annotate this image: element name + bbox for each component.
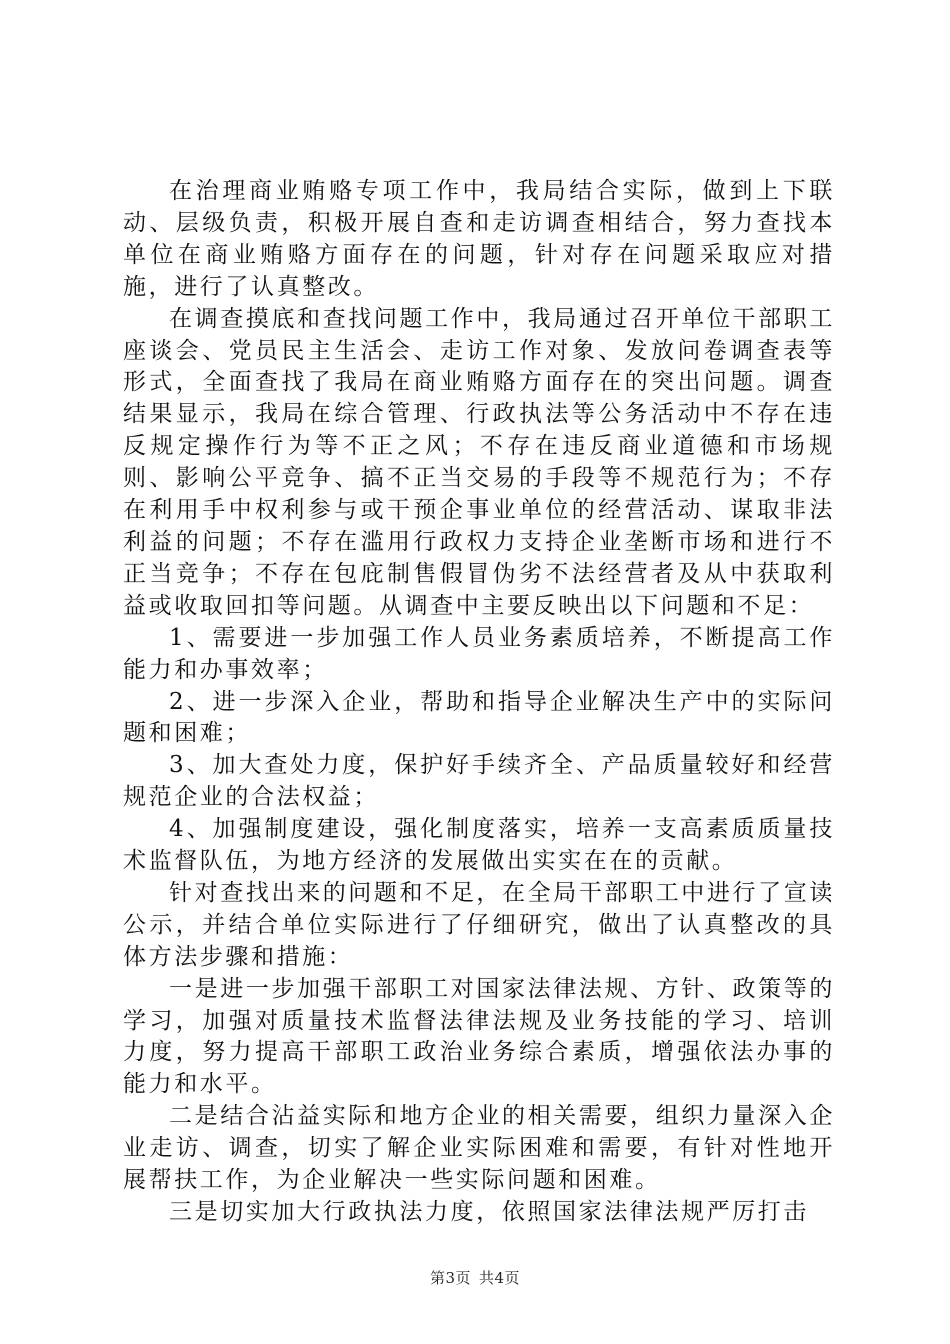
paragraph-investigation: 在调查摸底和查找问题工作中，我局通过召开单位干部职工座谈会、党员民主生活会、走访工作对象、发放问卷调查表等形式，全面查找了我局在商业贿赂方面存在的突出问题。调查结果显示，我局在综合管理、行政执法等公务活动中不存在违反规定操作行为等不正之风；不存在违反商业道德和市场规则、影响公平竞争、搞不正当交易的手段等不规范行为；不存在利用手中权利参与或干预企事业单位的经营活动、谋取非法利益的问题；不存在滥用行政权力支持企业垄断市场和进行不正当竞争；不存在包庇制售假冒伪劣不法经营者及从中获取利益或收取回扣等问题。从调查中主要反映出以下问题和不足： <box>123 305 835 619</box>
list-item-problem-2: 2、进一步深入企业，帮助和指导企业解决生产中的实际问题和困难； <box>123 688 835 747</box>
paragraph-intro: 在治理商业贿赂专项工作中，我局结合实际，做到上下联动、层级负责，积极开展自查和走访调查相结合，努力查找本单位在商业贿赂方面存在的问题，针对存在问题采取应对措施，进行了认真整改。 <box>123 178 835 300</box>
paragraph-measure-1: 一是进一步加强干部职工对国家法律法规、方针、政策等的学习，加强对质量技术监督法律法规及业务技能的学习、培训力度，努力提高干部职工政治业务综合素质，增强依法办事的能力和水平。 <box>123 975 835 1098</box>
list-item-problem-4: 4、加强制度建设，强化制度落实，培养一支高素质质量技术监督队伍，为地方经济的发展做出实实在在的贡献。 <box>123 816 835 875</box>
document-body <box>123 176 835 1229</box>
list-item-problem-3: 3、加大查处力度，保护好手续齐全、产品质量较好和经营规范企业的合法权益； <box>123 752 835 811</box>
list-item-problem-1: 1、需要进一步加强工作人员业务素质培养，不断提高工作能力和办事效率； <box>123 624 835 683</box>
paragraph-measure-3: 三是切实加大行政执法力度，依照国家法律法规严厉打击 <box>169 1199 809 1225</box>
page-number-total: 共4页 <box>479 1269 521 1287</box>
page-number-current: 第3页 <box>429 1269 471 1287</box>
paragraph-rectification-intro: 针对查找出来的问题和不足，在全局干部职工中进行了宣读公示，并结合单位实际进行了仔细研究，做出了认真整改的具体方法步骤和措施： <box>123 879 835 970</box>
page-footer <box>0 1267 950 1288</box>
paragraph-measure-2: 二是结合沾益实际和地方企业的相关需要，组织力量深入企业走访、调查，切实了解企业实际困难和需要，有针对性地开展帮扶工作，为企业解决一些实际问题和困难。 <box>123 1103 835 1194</box>
